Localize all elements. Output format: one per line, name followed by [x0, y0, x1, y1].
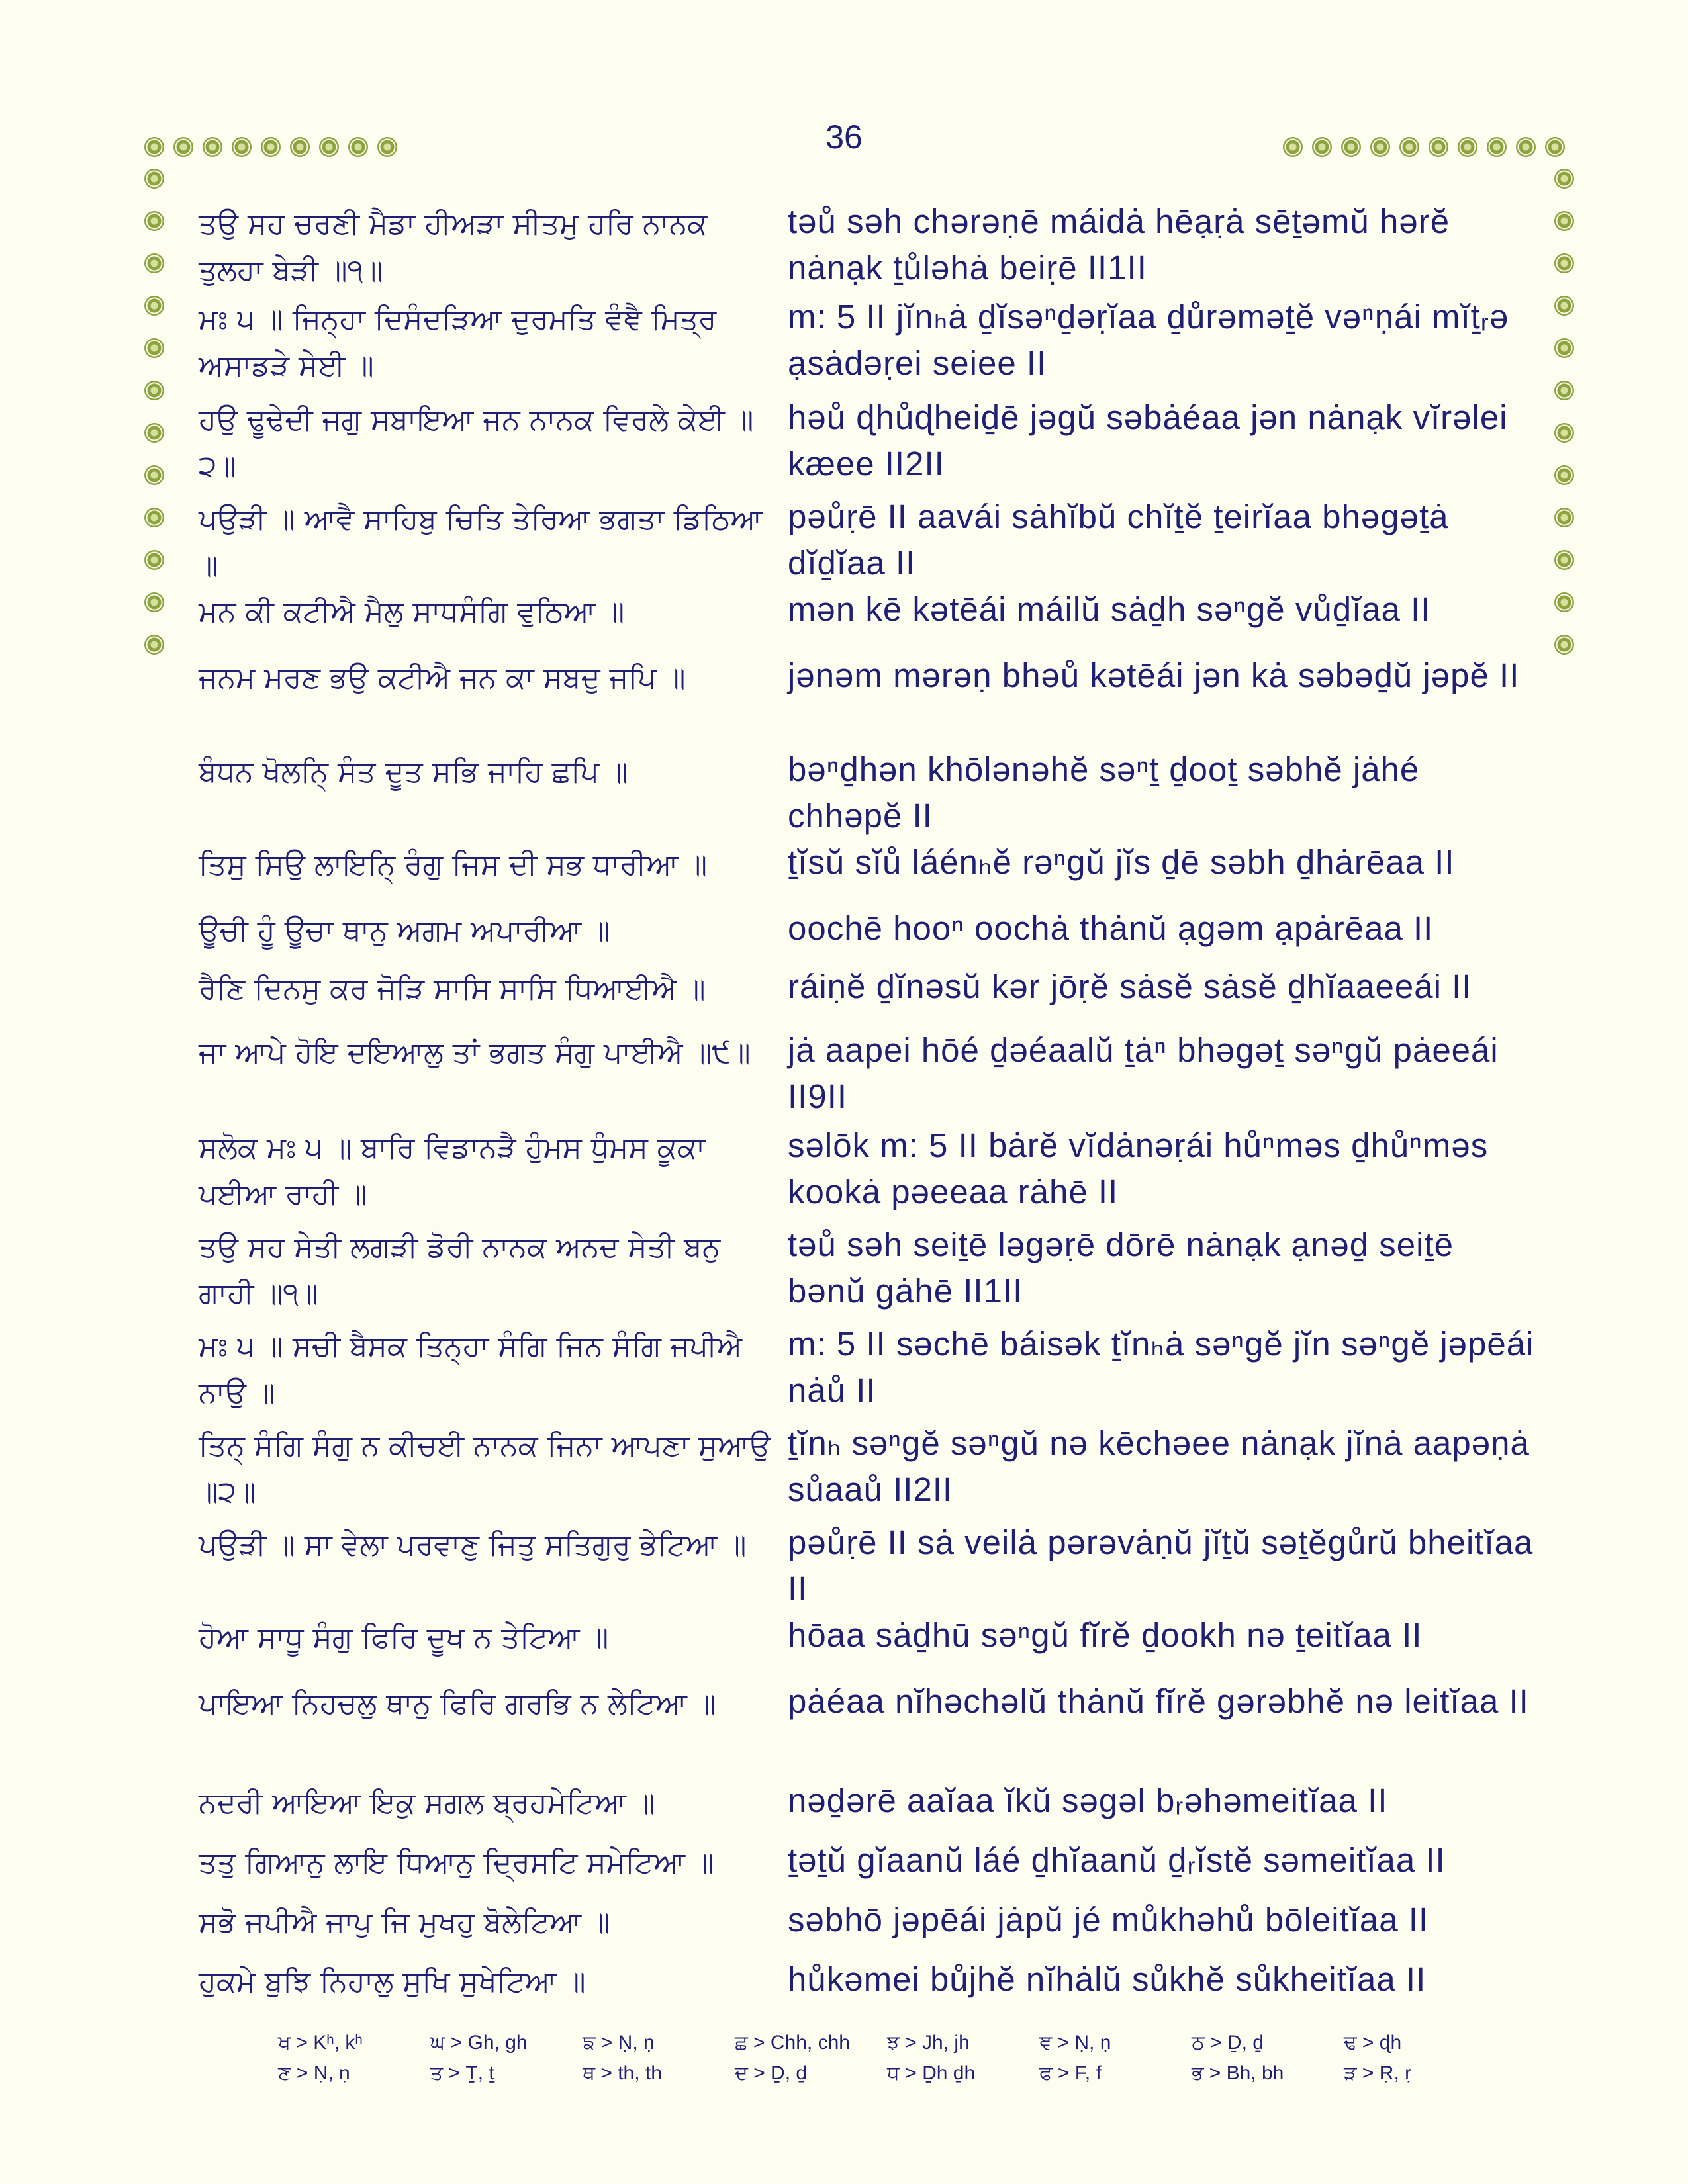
verse-row: [199, 1897, 1536, 1946]
flower-ornament-icon: [1554, 381, 1574, 400]
gurmukhi-text: ਸਲੋਕ ਮਃ ੫ ॥ ਬਾਰਿ ਵਿਡਾਨੜੈ ਹੁੰਮਸ ਧੁੰਮਸ ਕੂਕਾ ਪਈਆ ਰਾਹੀ ॥: [199, 1131, 706, 1211]
flower-ornament-icon: [1487, 137, 1507, 157]
verse-row: [199, 1612, 1536, 1661]
flower-ornament-icon: [144, 296, 164, 316]
gurmukhi-text: ਬੰਧਨ ਖੋਲਨਿ੍ ਸੰਤ ਦੂਤ ਸਭਿ ਜਾਹਿ ਛਪਿ ॥: [199, 755, 628, 789]
flower-ornament-icon: [1283, 137, 1303, 157]
verse-row: [199, 905, 1536, 954]
flower-ornament-icon: [1545, 137, 1565, 157]
transliteration-text: ṯĭnₕ səⁿgĕ səⁿgŭ nə kēchəee nȧnạk jĭnȧ aapəṇȧ sůaaů II2II: [788, 1424, 1530, 1508]
flower-ornament-icon: [290, 137, 310, 157]
flower-ornament-icon: [144, 338, 164, 358]
transliteration-text: pəůṛē II sȧ veilȧ pərəvȧṇŭ jĭṯŭ səṯĕgůrŭ bheitĭaa II: [788, 1524, 1534, 1608]
flower-ornament-icon: [144, 508, 164, 527]
gurmukhi-text: ਪਉੜੀ ॥ ਆਵੈ ਸਾਹਿਬੁ ਚਿਤਿ ਤੇਰਿਆ ਭਗਤਾ ਡਿਠਿਆ ॥: [199, 502, 763, 582]
transliteration-text: təů səh chərəṇē máidȧ hēạṛȧ sēṯəmŭ hərĕ nȧnạk ṯůləhȧ beiṛē II1II: [788, 203, 1450, 287]
gurmukhi-text: ਜਾ ਆਪੇ ਹੋਇ ਦਇਆਲੁ ਤਾਂ ਭਗਤ ਸੰਗੁ ਪਾਈਐ ॥੯॥: [199, 1036, 751, 1069]
flower-ornament-icon: [1341, 137, 1361, 157]
legend-entry: ਝ > Jh, jh: [887, 2032, 970, 2054]
flower-ornament-icon: [144, 635, 164, 655]
verse-row: [199, 1321, 1536, 1416]
flower-ornament-icon: [1554, 508, 1574, 527]
flower-ornament-icon: [1554, 592, 1574, 612]
flower-ornament-icon: [173, 137, 193, 157]
legend-entry: ਥ > th, th: [583, 2062, 662, 2084]
flower-ornament-icon: [1554, 550, 1574, 570]
flower-ornament-icon: [144, 169, 164, 189]
flower-ornament-icon: [1429, 137, 1448, 157]
gurmukhi-text: ਮਃ ੫ ॥ ਜਿਨ੍ਹਾ ਦਿਸੰਦੜਿਆ ਦੁਰਮਤਿ ਵੰਞੈ ਮਿਤ੍ਰ ਅਸਾਡੜੇ ਸੇਈ ॥: [199, 302, 717, 383]
legend-entry: ਖ > Kʰ, kʰ: [278, 2032, 363, 2054]
flower-ornament-icon: [144, 423, 164, 443]
flower-ornament-icon: [144, 211, 164, 231]
legend-entry: ਦ > Ḏ, ḏ: [735, 2062, 808, 2084]
transliteration-text: pȧéaa nĭhəchəlŭ thȧnŭ fĭrĕ gərəbhĕ nə leitĭaa II: [788, 1682, 1529, 1720]
flower-ornament-icon: [1370, 137, 1390, 157]
flower-ornament-icon: [144, 550, 164, 570]
transliteration-text: m: 5 II jĭnₕȧ ḏĭsəⁿḏəṛĭaa ḏůrəməṯĕ vəⁿṇái mĭṯᵣə ạsȧdəṛei seiee II: [788, 298, 1509, 382]
legend-entry: ਞ > Ṇ, ṇ: [1039, 2032, 1111, 2054]
flower-ornament-icon: [1312, 137, 1332, 157]
flower-ornament-icon: [1458, 137, 1477, 157]
gurmukhi-text: ਹੁਕਮੇ ਬੁਝਿ ਨਿਹਾਲੁ ਸੁਖਿ ਸੁਖੇਟਿਆ ॥: [199, 1965, 586, 1999]
verse-row: [199, 1027, 1536, 1120]
transliteration-text: jȧ aapei hōé ḏəéaalŭ ṯȧⁿ bhəgəṯ səⁿgŭ pȧeeái II9II: [788, 1031, 1499, 1115]
transliteration-text: jənəm mərəṇ bhəů kətēái jən kȧ səbəḏŭ jəpĕ II: [788, 657, 1520, 694]
gurmukhi-text: ਤਉ ਸਹ ਚਰਣੀ ਮੈਡਾ ਹੀਅੜਾ ਸੀਤਮੁ ਹਰਿ ਨਾਨਕ ਤੁਲਹਾ ਬੇੜੀ ॥੧॥: [199, 207, 708, 287]
transliteration-text: bəⁿḏhən khōlənəhĕ səⁿṯ ḏooṯ səbhĕ jȧhé chhəpĕ II: [788, 751, 1420, 835]
legend-entry: ਫ > F, f: [1039, 2062, 1102, 2084]
verse-row: [199, 653, 1536, 702]
page-number: 36: [825, 118, 863, 156]
gurmukhi-text: ਮਨ ਕੀ ਕਟੀਐ ਮੈਲੁ ਸਾਧਸੰਗਿ ਵੁਠਿਆ ॥: [199, 595, 625, 629]
flower-ornament-icon: [144, 465, 164, 485]
verse-row: [199, 494, 1536, 589]
flower-ornament-icon: [1516, 137, 1536, 157]
gurmukhi-text: ਤਿਸੁ ਸਿਉ ਲਾਇਨਿ੍ ਰੰਗੁ ਜਿਸ ਦੀ ਸਭ ਧਾਰੀਆ ॥: [199, 848, 708, 882]
transliteration-text: həů ɖhůɖheiḏē jəgŭ səbȧéaa jən nȧnạk vĭrəlei kæee II2II: [788, 398, 1508, 482]
gurmukhi-text: ਨਦਰੀ ਆਇਆ ਇਕੁ ਸਗਲ ਬ੍ਰਹਮੇਟਿਆ ॥: [199, 1786, 655, 1820]
verse-row: [199, 1678, 1536, 1727]
legend-entry: ਠ > Ḏ, ḏ: [1192, 2032, 1264, 2054]
flower-ornament-icon: [1554, 635, 1574, 655]
legend-entry: ਤ > Ṯ, ṯ: [430, 2062, 494, 2084]
transliteration-text: oochē hooⁿ oochȧ thȧnŭ ạgəm ạpȧrēaa II: [788, 909, 1434, 947]
flower-ornament-icon: [1554, 423, 1574, 443]
flower-ornament-icon: [144, 253, 164, 273]
gurmukhi-text: ਮਃ ੫ ॥ ਸਚੀ ਬੈਸਕ ਤਿਨ੍ਹਾ ਸੰਗਿ ਜਿਨ ਸੰਗਿ ਜਪੀਐ ਨਾਉ ॥: [199, 1330, 742, 1410]
flower-ornament-icon: [1554, 169, 1574, 189]
verse-row: [199, 1778, 1536, 1827]
flower-ornament-icon: [1554, 253, 1574, 273]
legend-entry: ੜ > Ṛ, ṛ: [1344, 2062, 1412, 2084]
verse-row: [199, 839, 1536, 888]
legend-entry: ਢ > ɖh: [1344, 2032, 1402, 2054]
gurmukhi-text: ਤਉ ਸਹ ਸੇਤੀ ਲਗੜੀ ਡੋਰੀ ਨਾਨਕ ਅਨਦ ਸੇਤੀ ਬਨੁ ਗਾਹੀ ॥੧॥: [199, 1230, 721, 1310]
flower-ornament-icon: [377, 137, 397, 157]
flower-ornament-icon: [203, 137, 222, 157]
transliteration-legend: [278, 2032, 1536, 2085]
legend-entry: ਘ > Gh, gh: [430, 2032, 528, 2054]
gurmukhi-text: ਸਭੋ ਜਪੀਐ ਜਾਪੁ ਜਿ ਮੁਖਹੁ ਬੋਲੇਟਿਆ ॥: [199, 1905, 610, 1939]
gurmukhi-text: ਤਤੁ ਗਿਆਨੁ ਲਾਇ ਧਿਆਨੁ ਦ੍ਰਿਸਟਿ ਸਮੇਟਿਆ ॥: [199, 1846, 714, 1880]
verse-row: [199, 586, 1536, 635]
transliteration-text: ṯĭsŭ sĭů láénₕĕ rəⁿgŭ jĭs ḏē səbh ḏhȧrēaa II: [788, 843, 1455, 881]
verse-row: [199, 747, 1536, 839]
transliteration-text: təů səh seiṯē ləgəṛē dōrē nȧnạk ạnəḏ seiṯē bənŭ gȧhē II1II: [788, 1226, 1454, 1310]
legend-entry: ਛ > Chh, chh: [735, 2032, 850, 2054]
flower-ornament-icon: [348, 137, 368, 157]
transliteration-text: m: 5 II səchē báisək ṯĭnₕȧ səⁿgĕ jĭn səⁿgĕ jəpēái nȧů II: [788, 1325, 1534, 1409]
flower-ornament-icon: [261, 137, 281, 157]
verse-row: [199, 294, 1536, 389]
verse-row: [199, 1520, 1536, 1612]
gurmukhi-text: ਜਨਮ ਮਰਣ ਭਉ ਕਟੀਐ ਜਨ ਕਾ ਸਬਦੁ ਜਪਿ ॥: [199, 661, 686, 695]
legend-entry: ਭ > Bh, bh: [1192, 2062, 1284, 2084]
gurmukhi-text: ਹੋਆ ਸਾਧੂ ਸੰਗੁ ਫਿਰਿ ਦੂਖ ਨ ਤੇਟਿਆ ॥: [199, 1621, 609, 1655]
gurmukhi-text: ਪਾਇਆ ਨਿਹਚਲੁ ਥਾਨੁ ਫਿਰਿ ਗਰਭਿ ਨ ਲੇਟਿਆ ॥: [199, 1687, 716, 1721]
transliteration-text: ṯəṯŭ gĭaanŭ láé ḏhĭaanŭ ḏᵣĭstĕ səmeitĭaa II: [788, 1841, 1446, 1879]
verse-row: [199, 1122, 1536, 1218]
gurmukhi-text: ਤਿਨ੍ ਸੰਗਿ ਸੰਗੁ ਨ ਕੀਚਈ ਨਾਨਕ ਜਿਨਾ ਆਪਣਾ ਸੁਆਉ ॥੨॥: [199, 1429, 771, 1509]
verse-row: [199, 964, 1536, 1013]
gurmukhi-text: ਹਉ ਢੂਢੇਦੀ ਜਗੁ ਸਬਾਇਆ ਜਨ ਨਾਨਕ ਵਿਰਲੇ ਕੇਈ ॥੨॥: [199, 403, 754, 483]
flower-ornament-icon: [1554, 296, 1574, 316]
verse-row: [199, 1420, 1536, 1516]
legend-entry: ਣ > Ṇ, ṇ: [278, 2062, 350, 2084]
flower-ornament-icon: [232, 137, 252, 157]
verse-row: [199, 1837, 1536, 1886]
transliteration-text: ráiṇĕ ḏĭnəsŭ kər jōṛĕ sȧsĕ sȧsĕ ḏhĭaaeeái II: [788, 968, 1472, 1005]
transliteration-text: səlōk m: 5 II bȧrĕ vĭdȧnəṛái hůⁿməs ḏhůⁿməs kookȧ pəeeaa rȧhē II: [788, 1126, 1489, 1210]
transliteration-text: nəḏərē aaĭaa ĭkŭ səgəl bᵣəhəmeitĭaa II: [788, 1782, 1388, 1819]
flower-ornament-icon: [144, 137, 164, 157]
flower-ornament-icon: [1554, 338, 1574, 358]
verse-row: [199, 1956, 1536, 2005]
legend-entry: ਧ > Ḏh ḏh: [887, 2062, 976, 2084]
gurmukhi-text: ਰੈਣਿ ਦਿਨਸੁ ਕਰ ਜੋੜਿ ਸਾਸਿ ਸਾਸਿ ਧਿਆਈਐ ॥: [199, 972, 706, 1006]
verse-row: [199, 1222, 1536, 1317]
flower-ornament-icon: [1554, 211, 1574, 231]
flower-ornament-icon: [144, 381, 164, 400]
transliteration-text: pəůṛē II aavái sȧhĭbŭ chĭṯĕ ṯeirĭaa bhəgəṯȧ dĭḏĭaa II: [788, 498, 1449, 582]
flower-ornament-icon: [1554, 465, 1574, 485]
flower-ornament-icon: [1399, 137, 1419, 157]
transliteration-text: mən kē kətēái máilŭ sȧḏh səⁿgĕ vůḏĭaa II: [788, 590, 1431, 628]
flower-ornament-icon: [144, 592, 164, 612]
verse-row: [199, 394, 1536, 490]
legend-entry: ਙ > Ṇ, ṇ: [583, 2032, 655, 2054]
transliteration-text: hōaa sȧḏhū səⁿgŭ fĭrĕ ḏookh nə ṯeitĭaa II: [788, 1616, 1423, 1654]
transliteration-text: səbhō jəpēái jȧpŭ jé můkhəhů bōleitĭaa II: [788, 1901, 1429, 1938]
transliteration-text: hůkəmei bůjhĕ nĭhȧlŭ sůkhĕ sůkheitĭaa II: [788, 1960, 1427, 1998]
verse-row: [199, 199, 1536, 294]
gurmukhi-text: ਊਚੀ ਹੂੰ ਊਚਾ ਥਾਨੁ ਅਗਮ ਅਪਾਰੀਆ ॥: [199, 914, 610, 948]
flower-ornament-icon: [319, 137, 339, 157]
gurmukhi-text: ਪਉੜੀ ॥ ਸਾ ਵੇਲਾ ਪਰਵਾਣੁ ਜਿਤੁ ਸਤਿਗੁਰੁ ਭੇਟਿਆ ॥: [199, 1528, 747, 1562]
